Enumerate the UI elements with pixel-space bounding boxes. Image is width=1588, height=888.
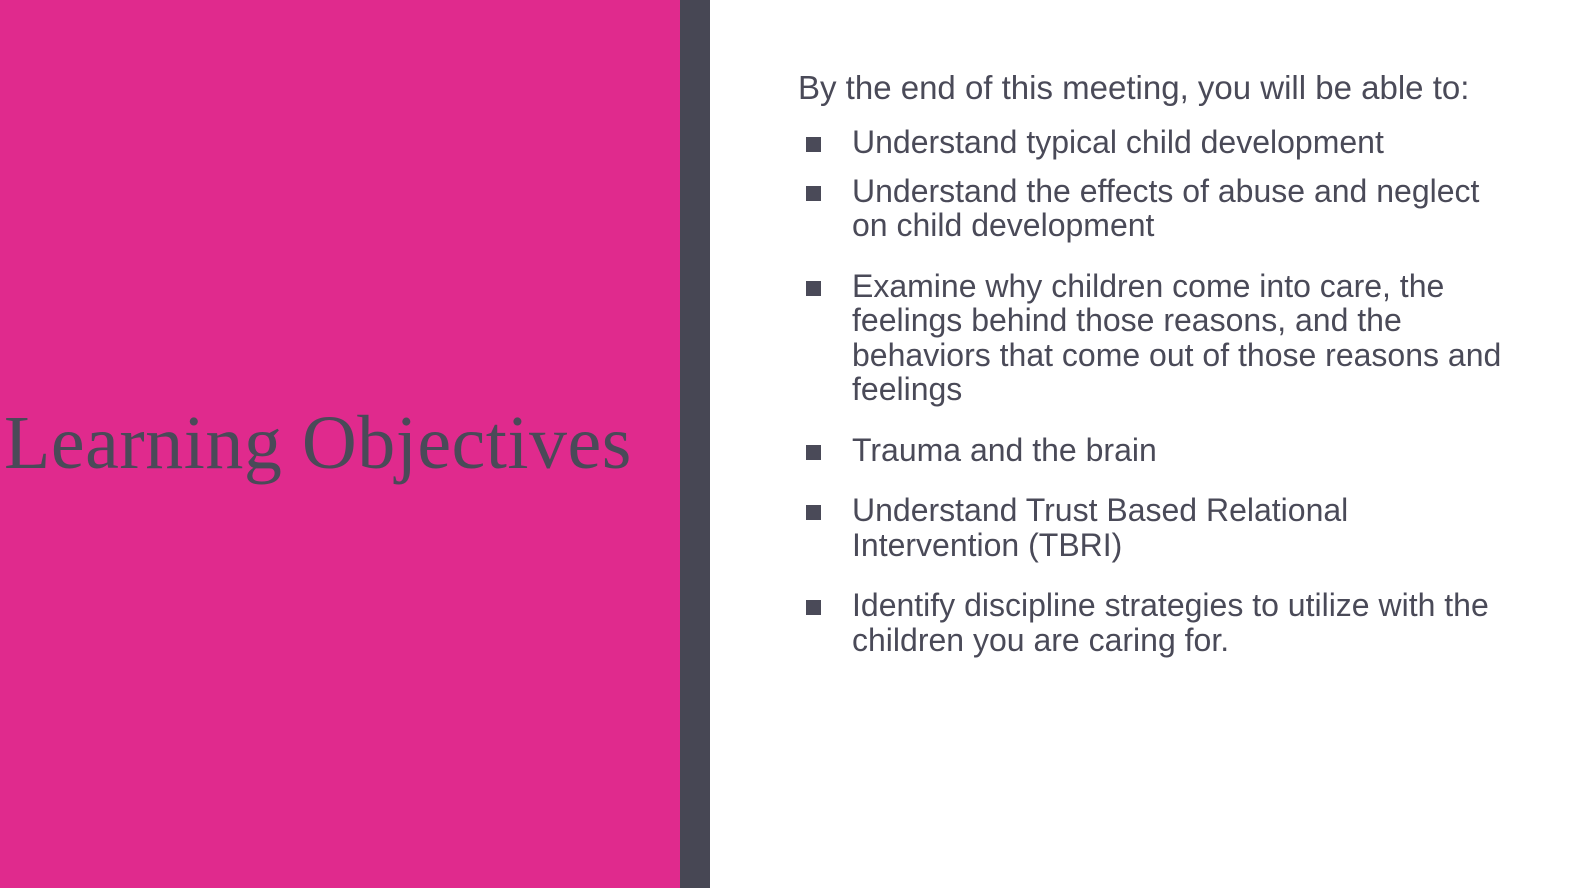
intro-text: By the end of this meeting, you will be able to:	[798, 69, 1470, 106]
square-bullet-icon	[806, 186, 821, 201]
slide-title: Learning Objectives	[4, 401, 632, 486]
list-item	[790, 433, 1518, 468]
list-item-label: Understand Trust Based Relational Intervention (TBRI)	[852, 492, 1349, 563]
vertical-divider	[680, 0, 710, 888]
square-bullet-icon	[806, 137, 821, 152]
content-panel	[710, 0, 1588, 888]
square-bullet-icon	[806, 281, 821, 296]
list-item	[790, 269, 1518, 407]
list-item	[790, 174, 1518, 243]
objectives-list	[790, 125, 1518, 658]
title-panel	[0, 0, 680, 888]
list-item-label: Understand typical child development	[852, 123, 1384, 160]
list-item	[790, 588, 1518, 657]
list-item-label: Identify discipline strategies to utilize with the children you are caring for.	[852, 587, 1489, 658]
list-item	[790, 493, 1518, 562]
square-bullet-icon	[806, 600, 821, 615]
square-bullet-icon	[806, 505, 821, 520]
list-item-label: Examine why children come into care, the feelings behind those reasons, and the behaviors that come out of those reasons and feelings	[852, 267, 1502, 408]
list-item-label: Understand the effects of abuse and neglect on child development	[852, 172, 1480, 244]
list-item	[790, 125, 1518, 160]
square-bullet-icon	[806, 445, 821, 460]
list-item-label: Trauma and the brain	[852, 431, 1157, 468]
